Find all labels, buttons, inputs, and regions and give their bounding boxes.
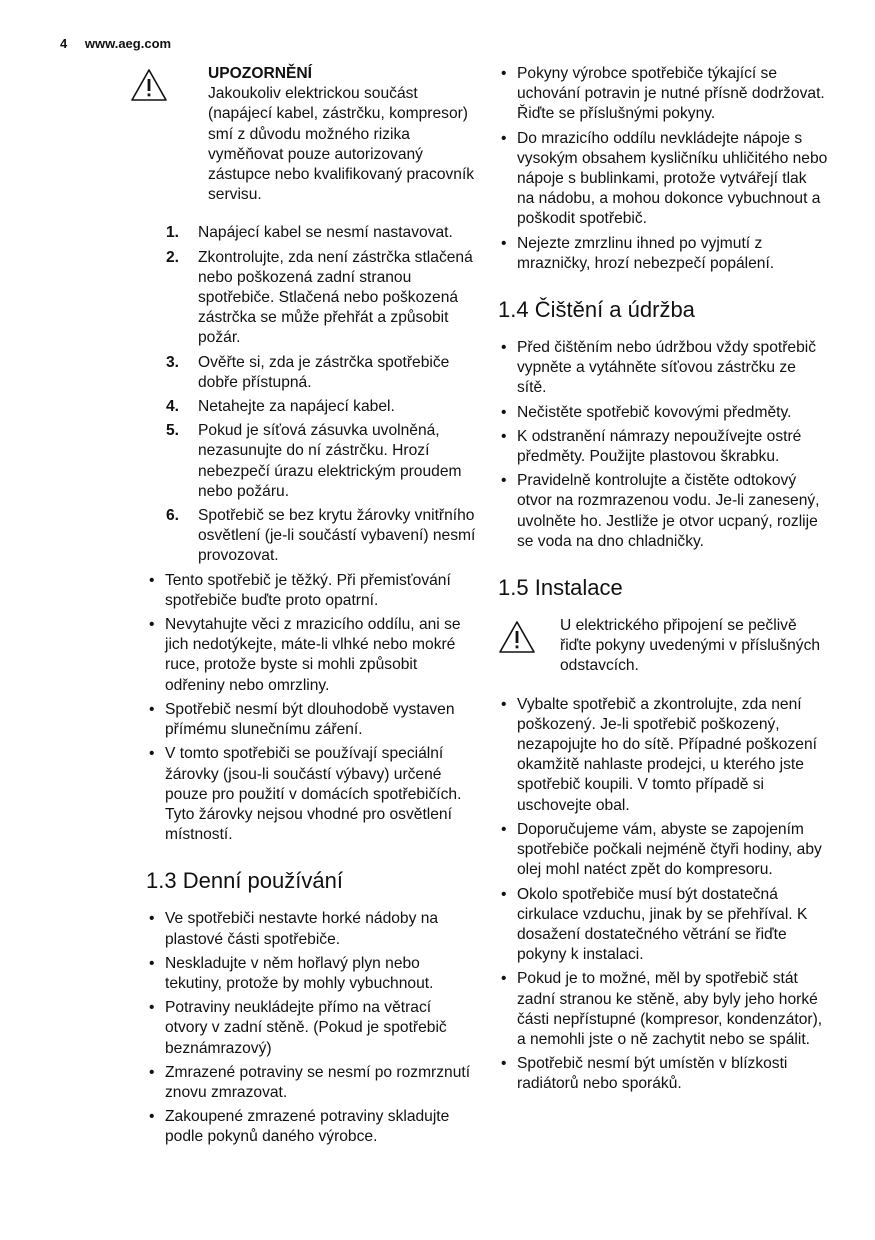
list-item: • Spotřebič nesmí být umístěn v blízkosti radiátorů nebo sporáků. [498, 1054, 828, 1094]
list-item [166, 353, 476, 393]
section-number: 1.4 [498, 297, 529, 323]
list-item: • Zmrazené potraviny se nesmí po rozmrznutí znovu zmrazovat. [146, 1063, 476, 1103]
section-title: Denní používání [182, 868, 343, 894]
step-number: 2. [166, 248, 180, 266]
step-number: 6. [166, 507, 180, 525]
list-item: • Zakoupené zmrazené potraviny skladujte podle pokynů daného výrobce. [146, 1107, 476, 1147]
left-column [146, 64, 476, 1152]
list-item [166, 223, 476, 243]
bullet-list [146, 571, 476, 846]
list-item: • Pravidelně kontrolujte a čistěte odtokový otvor na rozmrazenou vodu. Je-li zanesený, uvolněte ho. Jestliže je otvor ucpaný, rozlije se voda na dno chladničky. [498, 471, 828, 552]
warning-triangle-icon [498, 620, 536, 654]
warning-block [498, 616, 828, 677]
step-text: Pokud je síťová zásuvka uvolněná, nezasunujte do ní zástrčku. Hrozí nebezpečí úrazu elektrickým proudem nebo požáru. [198, 422, 462, 500]
step-text: Spotřebič se bez krytu žárovky vnitřního osvětlení (je-li součástí vybavení) nesmí provozovat. [198, 507, 476, 565]
section-number: 1.3 [146, 868, 177, 894]
warning-text: U elektrického připojení se pečlivě řiďte pokyny uvedenými v příslušných odstavcích. [560, 617, 821, 675]
list-item: • Ve spotřebiči nestavte horké nádoby na plastové části spotřebiče. [146, 909, 476, 949]
list-item: • V tomto spotřebiči se používají speciální žárovky (jsou-li součástí výbavy) určené pouze pro použití v domácích spotřebičích. Tyto žárovky nejsou vhodné pro osvětlení místností. [146, 744, 476, 845]
step-number: 4. [166, 398, 180, 416]
list-item: • Okolo spotřebiče musí být dostatečná cirkulace vzduchu, jinak by se přehříval. K dosažení dostatečného větrání se řiďte pokyny k instalaci. [498, 885, 828, 966]
section-heading-1-3 [146, 867, 476, 895]
bullet-list [498, 338, 828, 552]
list-item: • Nevytahujte věci z mrazicího oddílu, ani se jich nedotýkejte, máte-li vlhké nebo mokré ruce, protože byste si mohli způsobit odřeniny nebo omrzliny. [146, 615, 476, 696]
list-item: • Neskladujte v něm hořlavý plyn nebo tekutiny, protože by mohly vybuchnout. [146, 954, 476, 994]
list-item: • K odstranění námrazy nepoužívejte ostré předměty. Použijte plastovou škrabku. [498, 427, 828, 467]
section-heading-1-5 [498, 574, 828, 602]
list-item: • Tento spotřebič je těžký. Při přemisťování spotřebiče buďte proto opatrní. [146, 571, 476, 611]
list-item: • Pokyny výrobce spotřebiče týkající se uchování potravin je nutné přísně dodržovat. Řiďte se příslušnými pokyny. [498, 64, 828, 125]
warning-triangle-icon [130, 68, 168, 102]
list-item: • Nečistěte spotřebič kovovými předměty. [498, 403, 828, 423]
list-item [166, 248, 476, 349]
step-number: 1. [166, 224, 180, 242]
step-text: Ověřte si, zda je zástrčka spotřebiče dobře přístupná. [198, 353, 450, 391]
step-number: 5. [166, 422, 180, 440]
list-item: • Vybalte spotřebič a zkontrolujte, zda není poškozený. Je-li spotřebič poškozený, nezapojujte ho do sítě. Případné poškození okamžitě nahlaste prodejci, u kterého jste spotřebič koupili. V tomto případě si uschovejte obal. [498, 695, 828, 816]
warning-title: UPOZORNĚNÍ [208, 65, 312, 82]
section-title: Instalace [534, 575, 623, 601]
list-item: • Před čištěním nebo údržbou vždy spotřebič vypněte a vytáhněte síťovou zástrčku ze sítě. [498, 338, 828, 399]
list-item: • Potraviny neukládejte přímo na větrací otvory v zadní stěně. (Pokud je spotřebič beznámrazový) [146, 998, 476, 1059]
step-text: Zkontrolujte, zda není zástrčka stlačená nebo poškozená zadní stranou spotřebiče. Stlačená nebo poškozená zástrčka se může přehřát a způsobit požár. [198, 248, 473, 347]
list-item: • Nejezte zmrzlinu ihned po vyjmutí z mrazničky, hrozí nebezpečí popálení. [498, 234, 828, 274]
section-number: 1.5 [498, 575, 529, 601]
warning-block [146, 64, 476, 205]
warning-text: Jakoukoliv elektrickou součást (napájecí kabel, zástrčku, kompresor) smí z důvodu možného rizika vyměňovat pouze autorizovaný zástupce nebo kvalifikovaný pracovník servisu. [208, 85, 475, 204]
bullet-list [146, 909, 476, 1147]
page-number: 4 [60, 36, 68, 51]
list-item [166, 397, 476, 417]
list-item: • Spotřebič nesmí být dlouhodobě vystaven přímému slunečnímu záření. [146, 700, 476, 740]
list-item: • Do mrazicího oddílu nevkládejte nápoje s vysokým obsahem kysličníku uhličitého nebo nápoje s bublinkami, protože vytvářejí tlak na nádobu, a mohou dokonce vybuchnout a poškodit spotřebič. [498, 129, 828, 230]
bullet-list [498, 64, 828, 274]
section-heading-1-4 [498, 296, 828, 324]
list-item: • Doporučujeme vám, abyste se zapojením spotřebiče počkali nejméně čtyři hodiny, aby olej mohl natéct zpět do kompresoru. [498, 820, 828, 881]
list-item: • Pokud je to možné, měl by spotřebič stát zadní stranou ke stěně, aby byly jeho horké části nepřístupné (kompresor, kondenzátor), a nemohli jste o ně zachytit nebo se spálit. [498, 969, 828, 1050]
list-item [166, 421, 476, 502]
list-item [166, 506, 476, 567]
site-url: www.aeg.com [84, 36, 172, 51]
right-column [498, 64, 828, 1099]
step-text: Napájecí kabel se nesmí nastavovat. [198, 224, 453, 242]
numbered-steps [166, 223, 476, 566]
step-number: 3. [166, 353, 180, 371]
section-title: Čištění a údržba [534, 297, 695, 323]
bullet-list [498, 695, 828, 1095]
step-text: Netahejte za napájecí kabel. [198, 398, 395, 416]
page-header [60, 36, 171, 51]
